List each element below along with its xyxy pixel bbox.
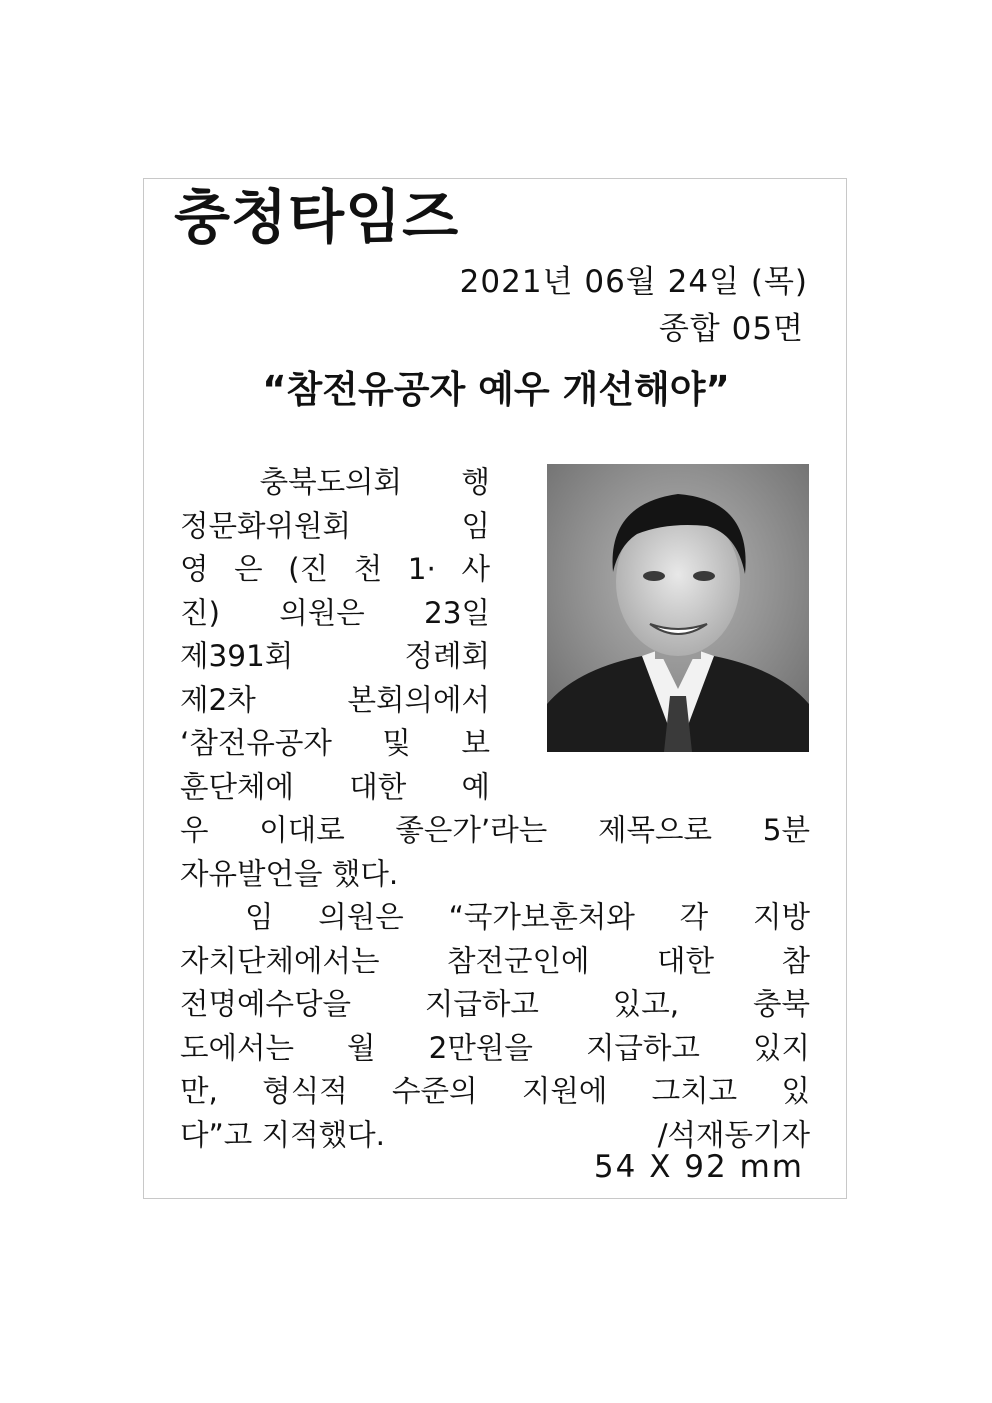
publication-date: 2021년 06월 24일 (목) [459, 264, 808, 300]
body-line: 훈단체에 대한 예 [180, 769, 490, 804]
closing-text: 다”고 지적했다. [180, 1117, 386, 1152]
body-line: 도에서는 월 2만원을 지급하고 있지 [180, 1030, 810, 1065]
body-line: 우 이대로 좋은가’라는 제목으로 5분 [180, 813, 810, 847]
body-line: 정문화위원회 임 [180, 508, 490, 543]
body-line: 자유발언을 했다. [180, 856, 399, 891]
clip-size: 54 X 92 mm [593, 1149, 804, 1185]
byline: /석재동기자 [657, 1117, 810, 1152]
body-line: 진) 의원은 23일 [180, 595, 490, 630]
body-line: 자치단체에서는 참전군인에 대한 참 [180, 943, 810, 978]
body-line: 제391회 정례회 [180, 639, 490, 673]
news-clipping [143, 178, 847, 1199]
body-line: 전명예수당을 지급하고 있고, 충북 [180, 987, 810, 1021]
page-section: 종합 05면 [658, 311, 804, 347]
body-line: 영 은 (진 천 1· 사 [180, 552, 490, 586]
body-line: ‘참전유공자 및 보 [180, 726, 490, 760]
masthead: 충청타임즈 [174, 183, 460, 251]
body-line: 제2차 본회의에서 [180, 682, 490, 717]
body-line: 임 의원은 “국가보훈처와 각 지방 [180, 900, 810, 934]
body-line: 충북도의회 행 [180, 465, 490, 499]
article-body [180, 461, 810, 1157]
headline: “참전유공자 예우 개선해야” [262, 368, 730, 411]
body-line: 만, 형식적 수준의 지원에 그치고 있 [180, 1074, 810, 1108]
